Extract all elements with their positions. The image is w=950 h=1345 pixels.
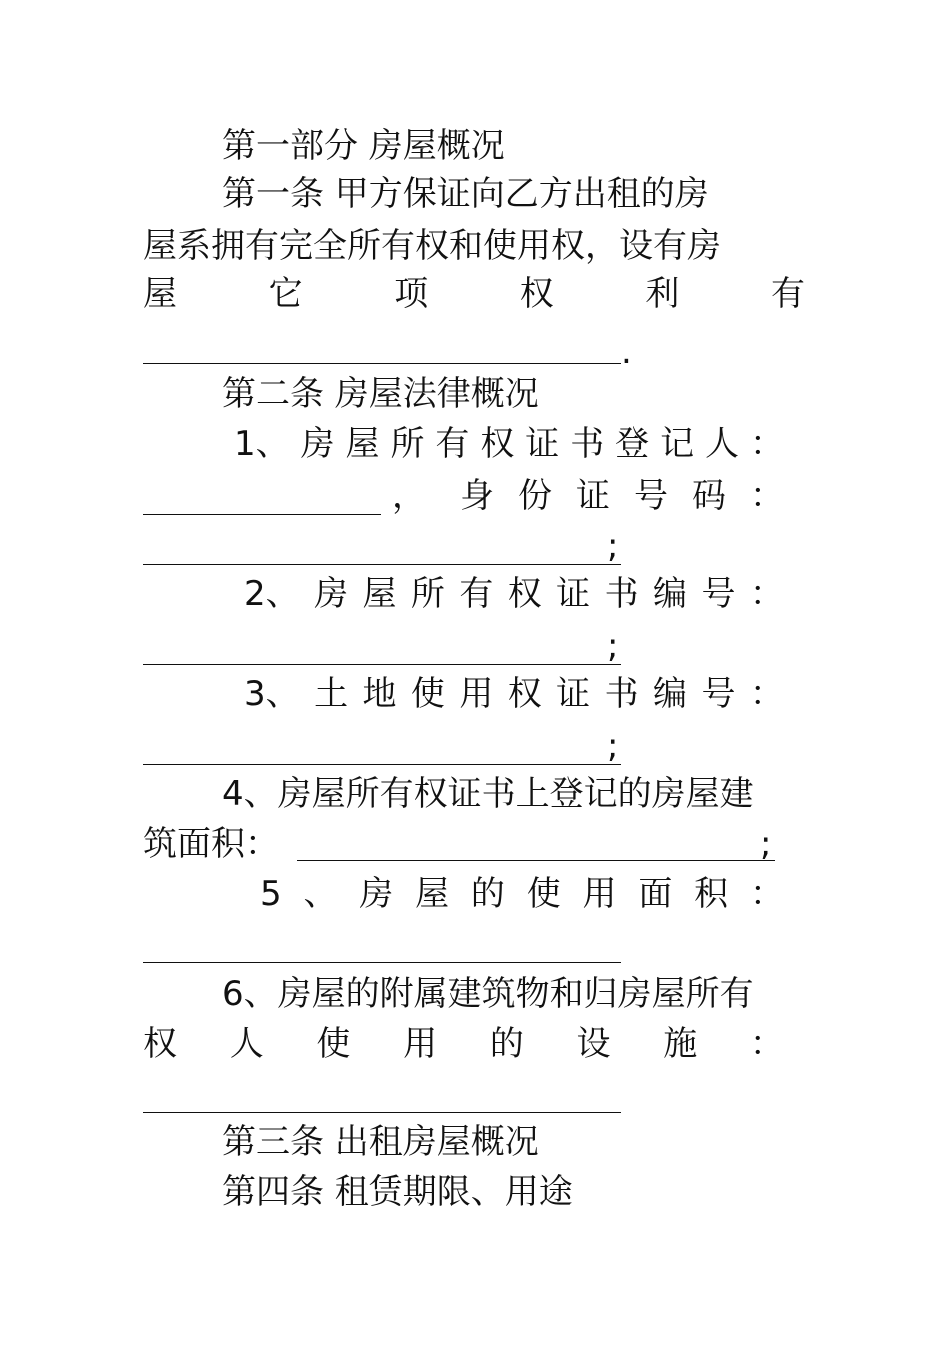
item-2-char: 所	[410, 574, 445, 614]
item-6-char: 设	[576, 1024, 611, 1064]
item-3-line-1	[244, 672, 784, 716]
item-3-char: 用	[459, 674, 494, 714]
item-3-char: 使	[410, 674, 445, 714]
item-6-char: 权	[143, 1024, 177, 1064]
item-2-char: 号	[701, 574, 736, 614]
item-1-char: 权	[480, 424, 515, 464]
semicolon-mark: ;	[607, 626, 619, 666]
item-5-char: ：	[749, 874, 784, 914]
fill-in-blank-other-rights[interactable]	[143, 363, 621, 364]
item-5-char: 使	[526, 874, 561, 914]
item-3-char: 地	[362, 674, 397, 714]
item-1-char: ：	[749, 424, 784, 464]
fill-in-blank-id-number[interactable]	[143, 564, 621, 565]
fill-in-blank-usable-area[interactable]	[143, 962, 621, 963]
item-1-line-1	[234, 422, 784, 466]
item-1-mid-char: 份	[518, 476, 552, 516]
article-4-heading-text: 第四条 租赁期限、用途	[222, 1172, 573, 1212]
item-3-char: 土	[314, 674, 349, 714]
article-1-char: 权	[519, 274, 554, 314]
fill-in-blank-certificate-number[interactable]	[143, 664, 621, 665]
article-1-char: 有	[770, 274, 805, 314]
item-2-char: 权	[507, 574, 542, 614]
item-5-char: 屋	[415, 874, 450, 914]
part-heading	[222, 124, 505, 168]
item-1-char: 登	[615, 424, 650, 464]
part-heading-text: 第一部分 房屋概况	[222, 126, 505, 166]
item-1-char: 书	[570, 424, 605, 464]
item-6-char: 的	[489, 1024, 524, 1064]
item-5-char: 积	[694, 874, 729, 914]
article-3-heading	[222, 1120, 539, 1164]
article-1-char: 屋	[143, 274, 177, 314]
item-2-char: 2、	[244, 574, 300, 614]
fill-in-blank-floor-area[interactable]	[297, 860, 775, 861]
item-1-mid-char: 证	[576, 476, 610, 516]
fill-in-blank-owner-name[interactable]	[143, 514, 381, 515]
article-2-heading-text: 第二条 房屋法律概况	[222, 374, 539, 414]
item-5-char: 5	[260, 874, 282, 914]
item-2-char: 有	[459, 574, 494, 614]
item-5-char: 、	[303, 874, 338, 914]
item-3-char: 书	[604, 674, 639, 714]
fill-in-blank-land-certificate-number[interactable]	[143, 764, 621, 765]
article-1-text-2: 屋系拥有完全所有权和使用权，设有房	[143, 226, 721, 266]
item-3-char: 3、	[244, 674, 300, 714]
item-6-char: 用	[403, 1024, 438, 1064]
item-6-char: 使	[316, 1024, 351, 1064]
item-1-mid-char: 号	[634, 476, 668, 516]
item-3-char: ：	[749, 674, 784, 714]
item-2-char: 编	[653, 574, 688, 614]
item-1-char: 屋	[345, 424, 380, 464]
item-1-mid-char: ：	[750, 476, 784, 516]
item-2-char: 证	[556, 574, 591, 614]
item-4-text-1: 4、房屋所有权证书上登记的房屋建	[222, 774, 754, 814]
item-2-char: ：	[749, 574, 784, 614]
semicolon-mark: ;	[760, 824, 772, 864]
item-2-char: 房	[314, 574, 349, 614]
item-3-char: 证	[556, 674, 591, 714]
item-1-mid-char: 码	[692, 476, 726, 516]
article-1-char: 它	[268, 274, 303, 314]
fill-in-blank-facilities[interactable]	[143, 1112, 621, 1113]
item-3-char: 权	[507, 674, 542, 714]
item-1-char: 人	[705, 424, 740, 464]
item-1-char: 1、	[234, 424, 290, 464]
item-4-line-2	[143, 822, 279, 866]
item-5-char: 的	[470, 874, 505, 914]
item-4-text-2: 筑面积：	[143, 824, 279, 864]
item-6-char: ：	[749, 1024, 784, 1064]
item-6-line-1	[222, 972, 754, 1016]
item-4-line-1	[222, 772, 754, 816]
item-5-char: 用	[582, 874, 617, 914]
semicolon-mark: ;	[607, 726, 619, 766]
item-1-char: 房	[300, 424, 335, 464]
item-6-char: 人	[229, 1024, 264, 1064]
item-2-line-1	[244, 572, 784, 616]
item-5-char: 面	[638, 874, 673, 914]
period-mark: .	[621, 332, 632, 372]
item-1-line-2	[460, 474, 784, 518]
article-1-text-1: 第一条 甲方保证向乙方出租的房	[222, 174, 709, 214]
article-1-char: 项	[394, 274, 429, 314]
item-3-char: 号	[701, 674, 736, 714]
article-1-line-1	[222, 172, 709, 216]
article-2-heading	[222, 372, 539, 416]
item-1-char: 所	[390, 424, 425, 464]
item-1-char: 证	[525, 424, 560, 464]
item-6-line-2	[143, 1022, 784, 1066]
article-1-line-3	[143, 272, 805, 316]
article-4-heading	[222, 1170, 573, 1214]
item-1-char: 有	[435, 424, 470, 464]
comma-mark: ，	[392, 476, 426, 516]
item-5-char: 房	[359, 874, 394, 914]
article-1-char: 利	[645, 274, 680, 314]
item-2-char: 屋	[362, 574, 397, 614]
article-3-heading-text: 第三条 出租房屋概况	[222, 1122, 539, 1162]
item-1-char: 记	[660, 424, 695, 464]
item-5-line-1	[260, 872, 784, 916]
item-6-char: 施	[663, 1024, 698, 1064]
item-6-text-1: 6、房屋的附属建筑物和归房屋所有	[222, 974, 754, 1014]
semicolon-mark: ;	[607, 526, 619, 566]
item-1-mid-char: 身	[460, 476, 494, 516]
item-3-char: 编	[653, 674, 688, 714]
article-1-line-2	[143, 224, 721, 268]
item-2-char: 书	[604, 574, 639, 614]
